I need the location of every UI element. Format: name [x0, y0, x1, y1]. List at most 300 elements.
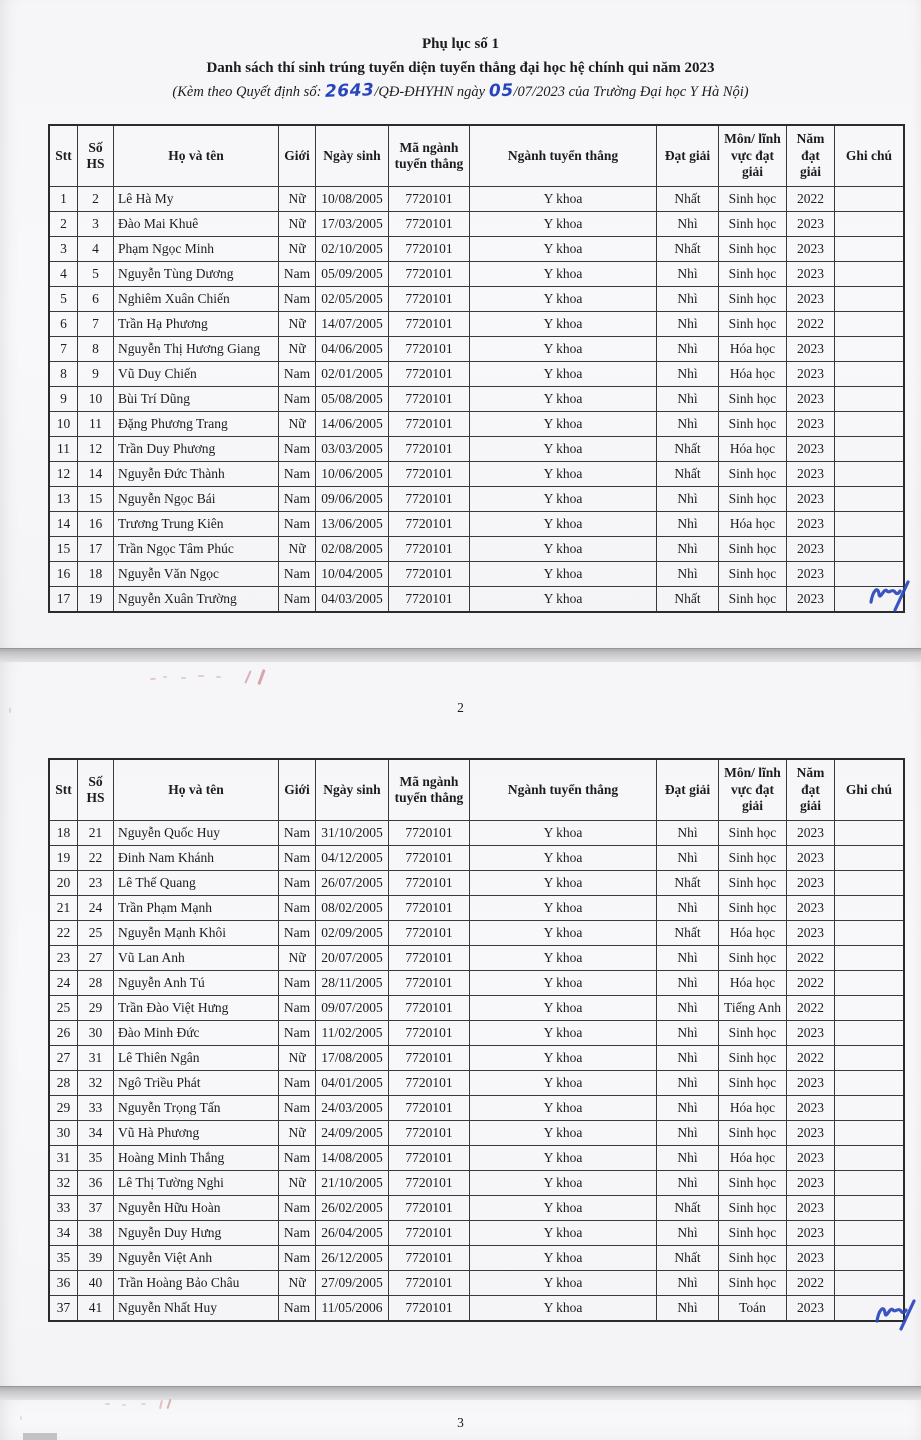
- cell-stt: 30: [49, 1121, 78, 1146]
- cell-so-hs: 29: [78, 996, 114, 1021]
- cell-dat-giai: Nhất: [657, 437, 719, 462]
- cell-ngay-sinh: 05/09/2005: [316, 262, 389, 287]
- cell-so-hs: 9: [78, 362, 114, 387]
- cell-stt: 20: [49, 871, 78, 896]
- cell-ho-va-ten: Phạm Ngọc Minh: [114, 237, 279, 262]
- cell-dat-giai: Nhì: [657, 1146, 719, 1171]
- cell-ghi-chu: [835, 262, 905, 287]
- table-row: [49, 212, 904, 237]
- red-ink-mark: [198, 675, 204, 677]
- cell-ho-va-ten: Nguyễn Hữu Hoàn: [114, 1196, 279, 1221]
- cell-ghi-chu: [835, 1146, 905, 1171]
- cell-stt: 36: [49, 1271, 78, 1296]
- table-row: [49, 846, 904, 871]
- cell-stt: 22: [49, 921, 78, 946]
- list-title: Danh sách thí sinh trúng tuyển diện tuyển thẳng đại học hệ chính qui năm 2023: [206, 60, 715, 76]
- cell-nam-dat-giai: 2023: [787, 362, 835, 387]
- cell-ho-va-ten: Nguyễn Đức Thành: [114, 462, 279, 487]
- cell-nam-dat-giai: 2023: [787, 1196, 835, 1221]
- cell-ma-nganh-tuyen-thang: 7720101: [389, 896, 470, 921]
- cell-ma-nganh-tuyen-thang: 7720101: [389, 1096, 470, 1121]
- cell-mon-linh-vuc-dat-giai: Sinh học: [719, 846, 787, 871]
- cell-nganh-tuyen-thang: Y khoa: [470, 212, 657, 237]
- cell-mon-linh-vuc-dat-giai: Sinh học: [719, 587, 787, 613]
- cell-stt: 9: [49, 387, 78, 412]
- cell-stt: 16: [49, 562, 78, 587]
- cell-nganh-tuyen-thang: Y khoa: [470, 562, 657, 587]
- cell-ho-va-ten: Trần Hạ Phương: [114, 312, 279, 337]
- cell-ngay-sinh: 04/06/2005: [316, 337, 389, 362]
- cell-ho-va-ten: Trần Ngọc Tâm Phúc: [114, 537, 279, 562]
- cell-ma-nganh-tuyen-thang: 7720101: [389, 821, 470, 846]
- page-gap-shadow: [0, 648, 921, 663]
- cell-so-hs: 8: [78, 337, 114, 362]
- cell-ho-va-ten: Hoàng Minh Thắng: [114, 1146, 279, 1171]
- cell-nganh-tuyen-thang: Y khoa: [470, 921, 657, 946]
- admitted-students-table-rows-1-17: [48, 124, 905, 613]
- cell-ho-va-ten: Nguyễn Quốc Huy: [114, 821, 279, 846]
- cell-ma-nganh-tuyen-thang: 7720101: [389, 562, 470, 587]
- cell-nganh-tuyen-thang: Y khoa: [470, 462, 657, 487]
- cell-ho-va-ten: Vũ Hà Phương: [114, 1121, 279, 1146]
- cell-mon-linh-vuc-dat-giai: Tiếng Anh: [719, 996, 787, 1021]
- cell-nganh-tuyen-thang: Y khoa: [470, 871, 657, 896]
- cell-mon-linh-vuc-dat-giai: Sinh học: [719, 262, 787, 287]
- cell-gioi: Nữ: [279, 1121, 316, 1146]
- table-header-row: [49, 759, 904, 821]
- page-section-3: [0, 1400, 921, 1440]
- cell-ngay-sinh: 14/06/2005: [316, 412, 389, 437]
- cell-ho-va-ten: Nguyễn Việt Anh: [114, 1246, 279, 1271]
- cell-ma-nganh-tuyen-thang: 7720101: [389, 1121, 470, 1146]
- cell-stt: 27: [49, 1046, 78, 1071]
- red-ink-mark: [122, 1404, 126, 1406]
- cell-ghi-chu: [835, 537, 905, 562]
- cell-mon-linh-vuc-dat-giai: Hóa học: [719, 971, 787, 996]
- cell-nam-dat-giai: 2023: [787, 1296, 835, 1322]
- cell-stt: 33: [49, 1196, 78, 1221]
- cell-ghi-chu: [835, 1071, 905, 1096]
- column-header-nam-dat-giai: Năm đạt giải: [787, 759, 835, 821]
- cell-ngay-sinh: 02/09/2005: [316, 921, 389, 946]
- cell-dat-giai: Nhì: [657, 337, 719, 362]
- cell-gioi: Nam: [279, 871, 316, 896]
- cell-gioi: Nam: [279, 437, 316, 462]
- cell-nam-dat-giai: 2023: [787, 821, 835, 846]
- cell-so-hs: 5: [78, 262, 114, 287]
- decree-prefix: (Kèm theo Quyết định số:: [172, 84, 326, 100]
- table-row: [49, 362, 904, 387]
- red-ink-slash: [244, 670, 252, 684]
- table-row: [49, 487, 904, 512]
- cell-so-hs: 39: [78, 1246, 114, 1271]
- cell-ngay-sinh: 02/08/2005: [316, 537, 389, 562]
- cell-ngay-sinh: 24/03/2005: [316, 1096, 389, 1121]
- cell-stt: 35: [49, 1246, 78, 1271]
- cell-mon-linh-vuc-dat-giai: Sinh học: [719, 946, 787, 971]
- cell-stt: 5: [49, 287, 78, 312]
- cell-nganh-tuyen-thang: Y khoa: [470, 587, 657, 613]
- cell-ma-nganh-tuyen-thang: 7720101: [389, 996, 470, 1021]
- cell-ma-nganh-tuyen-thang: 7720101: [389, 921, 470, 946]
- cell-dat-giai: Nhì: [657, 562, 719, 587]
- cell-so-hs: 34: [78, 1121, 114, 1146]
- cell-stt: 19: [49, 846, 78, 871]
- cell-dat-giai: Nhì: [657, 1096, 719, 1121]
- cell-ma-nganh-tuyen-thang: 7720101: [389, 212, 470, 237]
- cell-ho-va-ten: Vũ Duy Chiến: [114, 362, 279, 387]
- handwritten-paraph-icon: [866, 574, 918, 618]
- table-row: [49, 1071, 904, 1096]
- cell-ho-va-ten: Nguyễn Mạnh Khôi: [114, 921, 279, 946]
- cell-gioi: Nam: [279, 821, 316, 846]
- cell-nam-dat-giai: 2022: [787, 946, 835, 971]
- table-row: [49, 237, 904, 262]
- cell-dat-giai: Nhất: [657, 462, 719, 487]
- cell-mon-linh-vuc-dat-giai: Sinh học: [719, 1046, 787, 1071]
- cell-dat-giai: Nhì: [657, 287, 719, 312]
- cell-so-hs: 36: [78, 1171, 114, 1196]
- cell-gioi: Nữ: [279, 237, 316, 262]
- cell-nganh-tuyen-thang: Y khoa: [470, 437, 657, 462]
- cell-nganh-tuyen-thang: Y khoa: [470, 996, 657, 1021]
- cell-so-hs: 17: [78, 537, 114, 562]
- cell-ma-nganh-tuyen-thang: 7720101: [389, 971, 470, 996]
- cell-nam-dat-giai: 2023: [787, 462, 835, 487]
- cell-dat-giai: Nhì: [657, 1046, 719, 1071]
- cell-nam-dat-giai: 2023: [787, 1246, 835, 1271]
- cell-dat-giai: Nhất: [657, 187, 719, 212]
- cell-nam-dat-giai: 2023: [787, 212, 835, 237]
- cell-stt: 32: [49, 1171, 78, 1196]
- cell-stt: 3: [49, 237, 78, 262]
- column-header-so-hs: Số HS: [78, 125, 114, 187]
- cell-so-hs: 38: [78, 1221, 114, 1246]
- cell-ngay-sinh: 11/02/2005: [316, 1021, 389, 1046]
- table-row: [49, 1096, 904, 1121]
- red-ink-mark: [150, 678, 156, 681]
- red-ink-slash: [159, 1400, 163, 1409]
- cell-ghi-chu: [835, 312, 905, 337]
- cell-nam-dat-giai: 2023: [787, 1171, 835, 1196]
- cell-dat-giai: Nhất: [657, 237, 719, 262]
- cell-stt: 2: [49, 212, 78, 237]
- table-row: [49, 1246, 904, 1271]
- cell-so-hs: 27: [78, 946, 114, 971]
- cell-ngay-sinh: 04/03/2005: [316, 587, 389, 613]
- cell-so-hs: 23: [78, 871, 114, 896]
- cell-ma-nganh-tuyen-thang: 7720101: [389, 437, 470, 462]
- cell-dat-giai: Nhì: [657, 312, 719, 337]
- cell-ma-nganh-tuyen-thang: 7720101: [389, 1046, 470, 1071]
- cell-gioi: Nam: [279, 262, 316, 287]
- column-header-ho-va-ten: Họ và tên: [114, 125, 279, 187]
- cell-nganh-tuyen-thang: Y khoa: [470, 1271, 657, 1296]
- cell-stt: 11: [49, 437, 78, 462]
- cell-ghi-chu: [835, 437, 905, 462]
- cell-stt: 21: [49, 896, 78, 921]
- cell-ma-nganh-tuyen-thang: 7720101: [389, 412, 470, 437]
- table-header-row: [49, 125, 904, 187]
- cell-gioi: Nữ: [279, 187, 316, 212]
- cell-dat-giai: Nhì: [657, 487, 719, 512]
- cell-ma-nganh-tuyen-thang: 7720101: [389, 337, 470, 362]
- cell-ghi-chu: [835, 387, 905, 412]
- cell-dat-giai: Nhì: [657, 1121, 719, 1146]
- cell-stt: 24: [49, 971, 78, 996]
- cell-so-hs: 37: [78, 1196, 114, 1221]
- cell-ghi-chu: [835, 1021, 905, 1046]
- cell-ghi-chu: [835, 212, 905, 237]
- column-header-gioi: Giới: [279, 759, 316, 821]
- cell-so-hs: 11: [78, 412, 114, 437]
- cell-ngay-sinh: 13/06/2005: [316, 512, 389, 537]
- cell-mon-linh-vuc-dat-giai: Sinh học: [719, 896, 787, 921]
- cell-dat-giai: Nhì: [657, 1221, 719, 1246]
- cell-nganh-tuyen-thang: Y khoa: [470, 896, 657, 921]
- cell-stt: 17: [49, 587, 78, 613]
- cell-nganh-tuyen-thang: Y khoa: [470, 537, 657, 562]
- cell-ghi-chu: [835, 821, 905, 846]
- table-row: [49, 1296, 904, 1322]
- cell-stt: 14: [49, 512, 78, 537]
- cell-stt: 6: [49, 312, 78, 337]
- cell-dat-giai: Nhì: [657, 946, 719, 971]
- cell-nam-dat-giai: 2022: [787, 1046, 835, 1071]
- cell-so-hs: 25: [78, 921, 114, 946]
- handwritten-decree-day: 05: [488, 80, 514, 102]
- cell-stt: 34: [49, 1221, 78, 1246]
- cell-mon-linh-vuc-dat-giai: Sinh học: [719, 412, 787, 437]
- cell-nganh-tuyen-thang: Y khoa: [470, 387, 657, 412]
- cell-nganh-tuyen-thang: Y khoa: [470, 1146, 657, 1171]
- cell-nam-dat-giai: 2022: [787, 996, 835, 1021]
- decree-reference-line: [0, 77, 921, 101]
- cell-dat-giai: Nhì: [657, 387, 719, 412]
- cell-ngay-sinh: 04/12/2005: [316, 846, 389, 871]
- handwritten-paraph-icon: [872, 1293, 921, 1337]
- cell-so-hs: 30: [78, 1021, 114, 1046]
- table-row: [49, 946, 904, 971]
- cell-ghi-chu: [835, 896, 905, 921]
- cell-nganh-tuyen-thang: Y khoa: [470, 362, 657, 387]
- cell-ngay-sinh: 26/12/2005: [316, 1246, 389, 1271]
- cell-ghi-chu: [835, 1246, 905, 1271]
- cell-ghi-chu: [835, 921, 905, 946]
- column-header-dat-giai: Đạt giải: [657, 125, 719, 187]
- cell-so-hs: 31: [78, 1046, 114, 1071]
- column-header-mon-linh-vuc-dat-giai: Môn/ lĩnh vực đạt giải: [719, 125, 787, 187]
- cell-ghi-chu: [835, 187, 905, 212]
- column-header-ma-nganh-tuyen-thang: Mã ngành tuyển thẳng: [389, 125, 470, 187]
- cell-stt: 23: [49, 946, 78, 971]
- cell-mon-linh-vuc-dat-giai: Hóa học: [719, 1096, 787, 1121]
- cell-ma-nganh-tuyen-thang: 7720101: [389, 1021, 470, 1046]
- cell-ngay-sinh: 10/08/2005: [316, 187, 389, 212]
- cell-mon-linh-vuc-dat-giai: Sinh học: [719, 1246, 787, 1271]
- cell-ho-va-ten: Bùi Trí Dũng: [114, 387, 279, 412]
- table-row: [49, 462, 904, 487]
- table-row: [49, 1121, 904, 1146]
- cell-stt: 4: [49, 262, 78, 287]
- cell-ngay-sinh: 11/05/2006: [316, 1296, 389, 1322]
- cell-stt: 28: [49, 1071, 78, 1096]
- cell-gioi: Nam: [279, 362, 316, 387]
- cell-dat-giai: Nhất: [657, 1246, 719, 1271]
- cell-mon-linh-vuc-dat-giai: Hóa học: [719, 337, 787, 362]
- cell-gioi: Nam: [279, 1021, 316, 1046]
- table-row: [49, 587, 904, 613]
- cell-ma-nganh-tuyen-thang: 7720101: [389, 846, 470, 871]
- column-header-ma-nganh-tuyen-thang: Mã ngành tuyển thẳng: [389, 759, 470, 821]
- cell-mon-linh-vuc-dat-giai: Sinh học: [719, 562, 787, 587]
- cell-ho-va-ten: Nguyễn Duy Hưng: [114, 1221, 279, 1246]
- cell-stt: 7: [49, 337, 78, 362]
- cell-dat-giai: Nhì: [657, 821, 719, 846]
- cell-nam-dat-giai: 2023: [787, 1121, 835, 1146]
- cell-mon-linh-vuc-dat-giai: Toán: [719, 1296, 787, 1322]
- cell-nam-dat-giai: 2023: [787, 562, 835, 587]
- table-row: [49, 971, 904, 996]
- cell-so-hs: 18: [78, 562, 114, 587]
- cell-ho-va-ten: Nguyễn Ngọc Bái: [114, 487, 279, 512]
- cell-ma-nganh-tuyen-thang: 7720101: [389, 187, 470, 212]
- table-row: [49, 412, 904, 437]
- cell-gioi: Nam: [279, 562, 316, 587]
- cell-nganh-tuyen-thang: Y khoa: [470, 821, 657, 846]
- cell-nganh-tuyen-thang: Y khoa: [470, 1046, 657, 1071]
- cell-gioi: Nam: [279, 1296, 316, 1322]
- cell-ngay-sinh: 21/10/2005: [316, 1171, 389, 1196]
- cell-ngay-sinh: 26/02/2005: [316, 1196, 389, 1221]
- cell-nam-dat-giai: 2023: [787, 587, 835, 613]
- cell-nganh-tuyen-thang: Y khoa: [470, 1296, 657, 1322]
- cell-ngay-sinh: 02/01/2005: [316, 362, 389, 387]
- cell-ngay-sinh: 26/07/2005: [316, 871, 389, 896]
- cell-dat-giai: Nhì: [657, 846, 719, 871]
- page-gap-shadow: [0, 1386, 921, 1401]
- cell-gioi: Nam: [279, 971, 316, 996]
- cell-dat-giai: Nhì: [657, 1171, 719, 1196]
- cell-nganh-tuyen-thang: Y khoa: [470, 1021, 657, 1046]
- cell-ngay-sinh: 31/10/2005: [316, 821, 389, 846]
- cell-mon-linh-vuc-dat-giai: Hóa học: [719, 512, 787, 537]
- decree-suffix: /07/2023 của Trường Đại học Y Hà Nội): [513, 84, 749, 100]
- cell-dat-giai: Nhì: [657, 537, 719, 562]
- cell-ngay-sinh: 05/08/2005: [316, 387, 389, 412]
- cell-nganh-tuyen-thang: Y khoa: [470, 187, 657, 212]
- cell-nam-dat-giai: 2023: [787, 262, 835, 287]
- cell-gioi: Nữ: [279, 537, 316, 562]
- cell-ma-nganh-tuyen-thang: 7720101: [389, 1271, 470, 1296]
- cell-nam-dat-giai: 2023: [787, 1221, 835, 1246]
- cell-gioi: Nam: [279, 921, 316, 946]
- cell-gioi: Nam: [279, 487, 316, 512]
- cell-nam-dat-giai: 2023: [787, 1096, 835, 1121]
- cell-so-hs: 35: [78, 1146, 114, 1171]
- cell-gioi: Nữ: [279, 337, 316, 362]
- cell-ho-va-ten: Trần Phạm Mạnh: [114, 896, 279, 921]
- cell-stt: 8: [49, 362, 78, 387]
- cell-ghi-chu: [835, 1096, 905, 1121]
- column-header-gioi: Giới: [279, 125, 316, 187]
- cell-ho-va-ten: Nguyễn Anh Tú: [114, 971, 279, 996]
- cell-nam-dat-giai: 2023: [787, 871, 835, 896]
- cell-nganh-tuyen-thang: Y khoa: [470, 487, 657, 512]
- cell-nam-dat-giai: 2023: [787, 412, 835, 437]
- cell-ho-va-ten: Lê Thiên Ngân: [114, 1046, 279, 1071]
- column-header-mon-linh-vuc-dat-giai: Môn/ lĩnh vực đạt giải: [719, 759, 787, 821]
- cell-ngay-sinh: 28/11/2005: [316, 971, 389, 996]
- cell-nam-dat-giai: 2023: [787, 512, 835, 537]
- cell-nam-dat-giai: 2023: [787, 487, 835, 512]
- cell-nam-dat-giai: 2023: [787, 1021, 835, 1046]
- column-header-ho-va-ten: Họ và tên: [114, 759, 279, 821]
- cell-ghi-chu: [835, 287, 905, 312]
- table-row: [49, 1146, 904, 1171]
- cell-ngay-sinh: 17/03/2005: [316, 212, 389, 237]
- column-header-stt: Stt: [49, 125, 78, 187]
- cell-dat-giai: Nhất: [657, 1196, 719, 1221]
- table-row: [49, 512, 904, 537]
- cell-nganh-tuyen-thang: Y khoa: [470, 846, 657, 871]
- cell-nganh-tuyen-thang: Y khoa: [470, 262, 657, 287]
- cell-ma-nganh-tuyen-thang: 7720101: [389, 587, 470, 613]
- cell-gioi: Nam: [279, 996, 316, 1021]
- cell-nam-dat-giai: 2023: [787, 1071, 835, 1096]
- table-row: [49, 1196, 904, 1221]
- table-row: [49, 1021, 904, 1046]
- table-row: [49, 537, 904, 562]
- cell-dat-giai: Nhì: [657, 1071, 719, 1096]
- cell-ghi-chu: [835, 1121, 905, 1146]
- cell-ho-va-ten: Đào Mai Khuê: [114, 212, 279, 237]
- cell-so-hs: 6: [78, 287, 114, 312]
- cell-nam-dat-giai: 2023: [787, 287, 835, 312]
- cell-nam-dat-giai: 2022: [787, 1271, 835, 1296]
- cell-ghi-chu: [835, 1196, 905, 1221]
- cell-nganh-tuyen-thang: Y khoa: [470, 1246, 657, 1271]
- table-row: [49, 437, 904, 462]
- cell-dat-giai: Nhì: [657, 996, 719, 1021]
- cell-gioi: Nam: [279, 1246, 316, 1271]
- cell-ghi-chu: [835, 462, 905, 487]
- cell-ngay-sinh: 04/01/2005: [316, 1071, 389, 1096]
- cell-ghi-chu: [835, 362, 905, 387]
- cell-stt: 15: [49, 537, 78, 562]
- cell-ghi-chu: [835, 1171, 905, 1196]
- cell-ma-nganh-tuyen-thang: 7720101: [389, 462, 470, 487]
- cell-dat-giai: Nhì: [657, 212, 719, 237]
- cell-dat-giai: Nhất: [657, 871, 719, 896]
- cell-nganh-tuyen-thang: Y khoa: [470, 312, 657, 337]
- cell-ma-nganh-tuyen-thang: 7720101: [389, 487, 470, 512]
- column-header-ngay-sinh: Ngày sinh: [316, 759, 389, 821]
- table-row: [49, 1271, 904, 1296]
- cell-ho-va-ten: Lê Thế Quang: [114, 871, 279, 896]
- cell-ma-nganh-tuyen-thang: 7720101: [389, 512, 470, 537]
- cell-dat-giai: Nhất: [657, 587, 719, 613]
- cell-mon-linh-vuc-dat-giai: Sinh học: [719, 462, 787, 487]
- cell-dat-giai: Nhì: [657, 512, 719, 537]
- cell-nganh-tuyen-thang: Y khoa: [470, 1221, 657, 1246]
- cell-ma-nganh-tuyen-thang: 7720101: [389, 537, 470, 562]
- cell-ma-nganh-tuyen-thang: 7720101: [389, 262, 470, 287]
- table-row: [49, 996, 904, 1021]
- cell-so-hs: 10: [78, 387, 114, 412]
- cell-mon-linh-vuc-dat-giai: Hóa học: [719, 362, 787, 387]
- table-row: [49, 562, 904, 587]
